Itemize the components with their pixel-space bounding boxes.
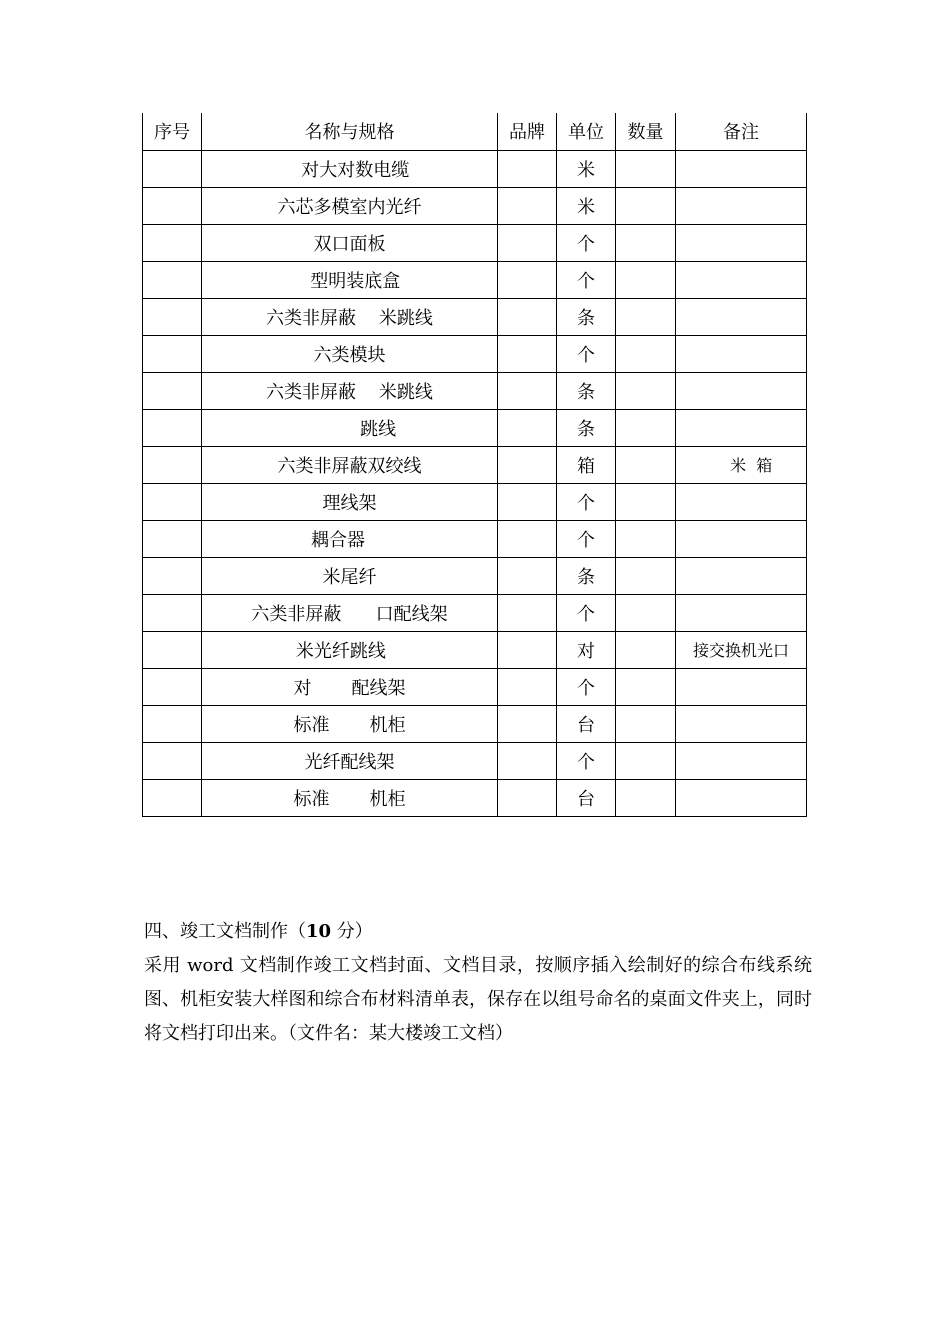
cell-unit: 个 xyxy=(557,483,616,520)
cell-qty xyxy=(616,631,676,668)
cell-name: 对 配线架 xyxy=(202,668,498,705)
cell-name: 米光纤跳线 xyxy=(202,631,498,668)
cell-brand xyxy=(498,631,557,668)
cell-unit: 个 xyxy=(557,520,616,557)
cell-name: 对大对数电缆 xyxy=(202,150,498,187)
cell-name: 标准 机柜 xyxy=(202,705,498,742)
cell-qty xyxy=(616,779,676,816)
cell-unit: 台 xyxy=(557,705,616,742)
cell-name: 标准 机柜 xyxy=(202,779,498,816)
materials-table xyxy=(142,113,807,817)
table-row xyxy=(143,298,807,335)
header-qty: 数量 xyxy=(616,113,676,150)
cell-brand xyxy=(498,742,557,779)
cell-unit: 条 xyxy=(557,372,616,409)
header-no: 序号 xyxy=(143,113,202,150)
cell-qty xyxy=(616,483,676,520)
table-row xyxy=(143,594,807,631)
cell-note xyxy=(676,187,807,224)
cell-note xyxy=(676,779,807,816)
cell-note xyxy=(676,742,807,779)
cell-note xyxy=(676,298,807,335)
cell-no xyxy=(143,298,202,335)
cell-no xyxy=(143,372,202,409)
table-row xyxy=(143,224,807,261)
cell-name: 耦合器 xyxy=(202,520,498,557)
cell-unit: 米 xyxy=(557,187,616,224)
cell-no xyxy=(143,224,202,261)
cell-note xyxy=(676,705,807,742)
cell-no xyxy=(143,631,202,668)
cell-no xyxy=(143,557,202,594)
table-row xyxy=(143,779,807,816)
table-row xyxy=(143,409,807,446)
cell-no xyxy=(143,261,202,298)
cell-brand xyxy=(498,446,557,483)
cell-name: 理线架 xyxy=(202,483,498,520)
cell-no xyxy=(143,779,202,816)
cell-qty xyxy=(616,150,676,187)
cell-name: 六类非屏蔽 米跳线 xyxy=(202,298,498,335)
cell-qty xyxy=(616,261,676,298)
table-row xyxy=(143,557,807,594)
table-body xyxy=(143,150,807,816)
table-row xyxy=(143,187,807,224)
cell-unit: 台 xyxy=(557,779,616,816)
cell-note xyxy=(676,372,807,409)
cell-qty xyxy=(616,409,676,446)
cell-qty xyxy=(616,224,676,261)
cell-name: 光纤配线架 xyxy=(202,742,498,779)
cell-qty xyxy=(616,335,676,372)
cell-no xyxy=(143,668,202,705)
cell-note xyxy=(676,335,807,372)
table-row xyxy=(143,742,807,779)
cell-qty xyxy=(616,668,676,705)
cell-unit: 条 xyxy=(557,409,616,446)
cell-note: 米 箱 xyxy=(676,446,807,483)
table-row xyxy=(143,372,807,409)
cell-name: 双口面板 xyxy=(202,224,498,261)
table-row xyxy=(143,446,807,483)
cell-no xyxy=(143,446,202,483)
cell-brand xyxy=(498,557,557,594)
table-row xyxy=(143,705,807,742)
header-name: 名称与规格 xyxy=(202,113,498,150)
cell-qty xyxy=(616,742,676,779)
cell-unit: 米 xyxy=(557,150,616,187)
cell-name: 六类非屏蔽双绞线 xyxy=(202,446,498,483)
cell-name: 六类模块 xyxy=(202,335,498,372)
cell-brand xyxy=(498,224,557,261)
cell-no xyxy=(143,520,202,557)
header-unit: 单位 xyxy=(557,113,616,150)
table-row xyxy=(143,631,807,668)
table-row xyxy=(143,483,807,520)
cell-note xyxy=(676,557,807,594)
cell-note xyxy=(676,150,807,187)
cell-qty xyxy=(616,187,676,224)
section-completion-docs xyxy=(144,915,812,1051)
cell-name: 六类非屏蔽 米跳线 xyxy=(202,372,498,409)
header-note: 备注 xyxy=(676,113,807,150)
cell-unit: 条 xyxy=(557,298,616,335)
cell-brand xyxy=(498,298,557,335)
cell-no xyxy=(143,742,202,779)
section-heading xyxy=(144,915,812,949)
cell-brand xyxy=(498,335,557,372)
cell-qty xyxy=(616,705,676,742)
cell-note xyxy=(676,224,807,261)
heading-points: 10 xyxy=(306,921,332,942)
cell-brand xyxy=(498,520,557,557)
table-row xyxy=(143,261,807,298)
cell-brand xyxy=(498,705,557,742)
cell-brand xyxy=(498,187,557,224)
cell-unit: 对 xyxy=(557,631,616,668)
cell-note xyxy=(676,594,807,631)
cell-brand xyxy=(498,409,557,446)
table-row xyxy=(143,668,807,705)
cell-brand xyxy=(498,261,557,298)
heading-prefix: 四、竣工文档制作（ xyxy=(144,921,306,942)
cell-note xyxy=(676,261,807,298)
cell-qty xyxy=(616,557,676,594)
cell-name: 六类非屏蔽 口配线架 xyxy=(202,594,498,631)
cell-unit: 个 xyxy=(557,742,616,779)
cell-note xyxy=(676,409,807,446)
cell-no xyxy=(143,335,202,372)
cell-note xyxy=(676,668,807,705)
cell-brand xyxy=(498,150,557,187)
cell-unit: 个 xyxy=(557,224,616,261)
cell-unit: 个 xyxy=(557,335,616,372)
cell-no xyxy=(143,594,202,631)
section-body: 采用 word 文档制作竣工文档封面、文档目录，按顺序插入绘制好的综合布线系统图、机柜安装大样图和综合布材料清单表，保存在以组号命名的桌面文件夹上，同时将文档打印出来。（文件名：某大楼竣工文档） xyxy=(144,955,812,1044)
cell-no xyxy=(143,409,202,446)
cell-qty xyxy=(616,446,676,483)
cell-name: 型明装底盒 xyxy=(202,261,498,298)
cell-brand xyxy=(498,594,557,631)
cell-unit: 个 xyxy=(557,261,616,298)
cell-unit: 条 xyxy=(557,557,616,594)
table-header-row xyxy=(143,113,807,150)
table-row xyxy=(143,335,807,372)
cell-brand xyxy=(498,779,557,816)
cell-qty xyxy=(616,594,676,631)
cell-qty xyxy=(616,520,676,557)
cell-unit: 箱 xyxy=(557,446,616,483)
cell-unit: 个 xyxy=(557,668,616,705)
cell-qty xyxy=(616,372,676,409)
table-row xyxy=(143,150,807,187)
cell-no xyxy=(143,187,202,224)
cell-name: 跳线 xyxy=(202,409,498,446)
header-brand: 品牌 xyxy=(498,113,557,150)
cell-note xyxy=(676,520,807,557)
cell-brand xyxy=(498,483,557,520)
cell-no xyxy=(143,150,202,187)
cell-no xyxy=(143,705,202,742)
cell-note: 接交换机光口 xyxy=(676,631,807,668)
cell-brand xyxy=(498,372,557,409)
cell-qty xyxy=(616,298,676,335)
cell-note xyxy=(676,483,807,520)
heading-suffix: 分） xyxy=(331,921,373,942)
cell-brand xyxy=(498,668,557,705)
cell-name: 六芯多模室内光纤 xyxy=(202,187,498,224)
table-row xyxy=(143,520,807,557)
cell-no xyxy=(143,483,202,520)
cell-unit: 个 xyxy=(557,594,616,631)
cell-name: 米尾纤 xyxy=(202,557,498,594)
